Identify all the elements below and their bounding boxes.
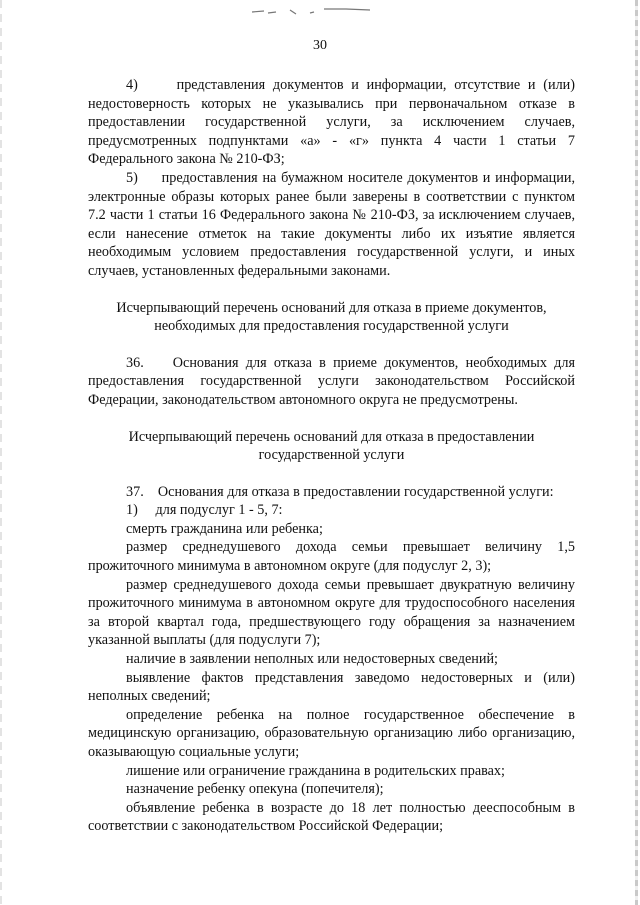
- scan-left-edge: [0, 0, 2, 905]
- section-gap: [88, 336, 575, 354]
- page-number: 30: [313, 38, 327, 53]
- section-heading: Исчерпывающий перечень оснований для отказа в приеме документов, необходимых для предоставления государственной услуги: [116, 299, 547, 335]
- scan-right-edge: [635, 0, 638, 905]
- paragraph: размер среднедушевого дохода семьи превышает величину 1,5 прожиточного минимума в автономном округе (для подуслуг 2, 3);: [88, 539, 575, 575]
- paragraph: смерть гражданина или ребенка;: [126, 520, 323, 537]
- scan-artifact: [250, 6, 380, 16]
- paragraph: 1) для подуслуг 1 - 5, 7:: [126, 502, 283, 519]
- paragraph: объявление ребенка в возрасте до 18 лет полностью дееспособным в соответствии с законодательством Российской Федерации;: [88, 799, 575, 835]
- paragraph: назначение ребенку опекуна (попечителя);: [126, 781, 384, 798]
- paragraph: определение ребенка на полное государственное обеспечение в медицинскую организацию, образовательную организацию либо организацию, оказывающую социальные услуги;: [88, 706, 575, 760]
- paragraph: размер среднедушевого дохода семьи превышает двукратную величину прожиточного минимума в автономном округе для трудоспособного населения за второй квартал года, предшествующего году обращения за назначением указанной выплаты (для подуслуги 7);: [88, 576, 575, 649]
- paragraph: 4) представления документов и информации, отсутствие и (или) недостоверность которых не указывались при первоначальном отказе в предоставлении государственной услуги, за исключением случаев, предусмотренных подпунктами «а» - «г» пункта 4 части 1 статьи 7 Федерального закона № 210-ФЗ;: [88, 77, 575, 168]
- section-gap: [88, 465, 575, 483]
- section-gap: [88, 410, 575, 428]
- paragraph: лишение или ограничение гражданина в родительских правах;: [126, 762, 505, 779]
- section-gap: [88, 281, 575, 299]
- paragraph: 37. Основания для отказа в предоставлении государственной услуги:: [126, 483, 554, 500]
- section-heading: Исчерпывающий перечень оснований для отказа в предоставлении государственной услуги: [128, 428, 535, 464]
- document-body: [88, 76, 575, 836]
- paragraph: выявление фактов представления заведомо недостоверных и (или) неполных сведений;: [88, 669, 575, 705]
- paragraph: 5) предоставления на бумажном носителе документов и информации, электронные образы которых ранее были заверены в соответствии с пунктом 7.2 части 1 статьи 16 Федерального закона № 210-ФЗ, за исключением случаев, если нанесение отметок на такие документы либо их изъятие является необходимым условием предоставления государственной услуги, и иных случаев, установленных федеральными законами.: [88, 169, 575, 279]
- paragraph: наличие в заявлении неполных или недостоверных сведений;: [126, 651, 498, 668]
- paragraph: 36. Основания для отказа в приеме документов, необходимых для предоставления государственной услуги законодательством Российской Федерации, законодательством автономного округа не предусмотрены.: [88, 354, 575, 408]
